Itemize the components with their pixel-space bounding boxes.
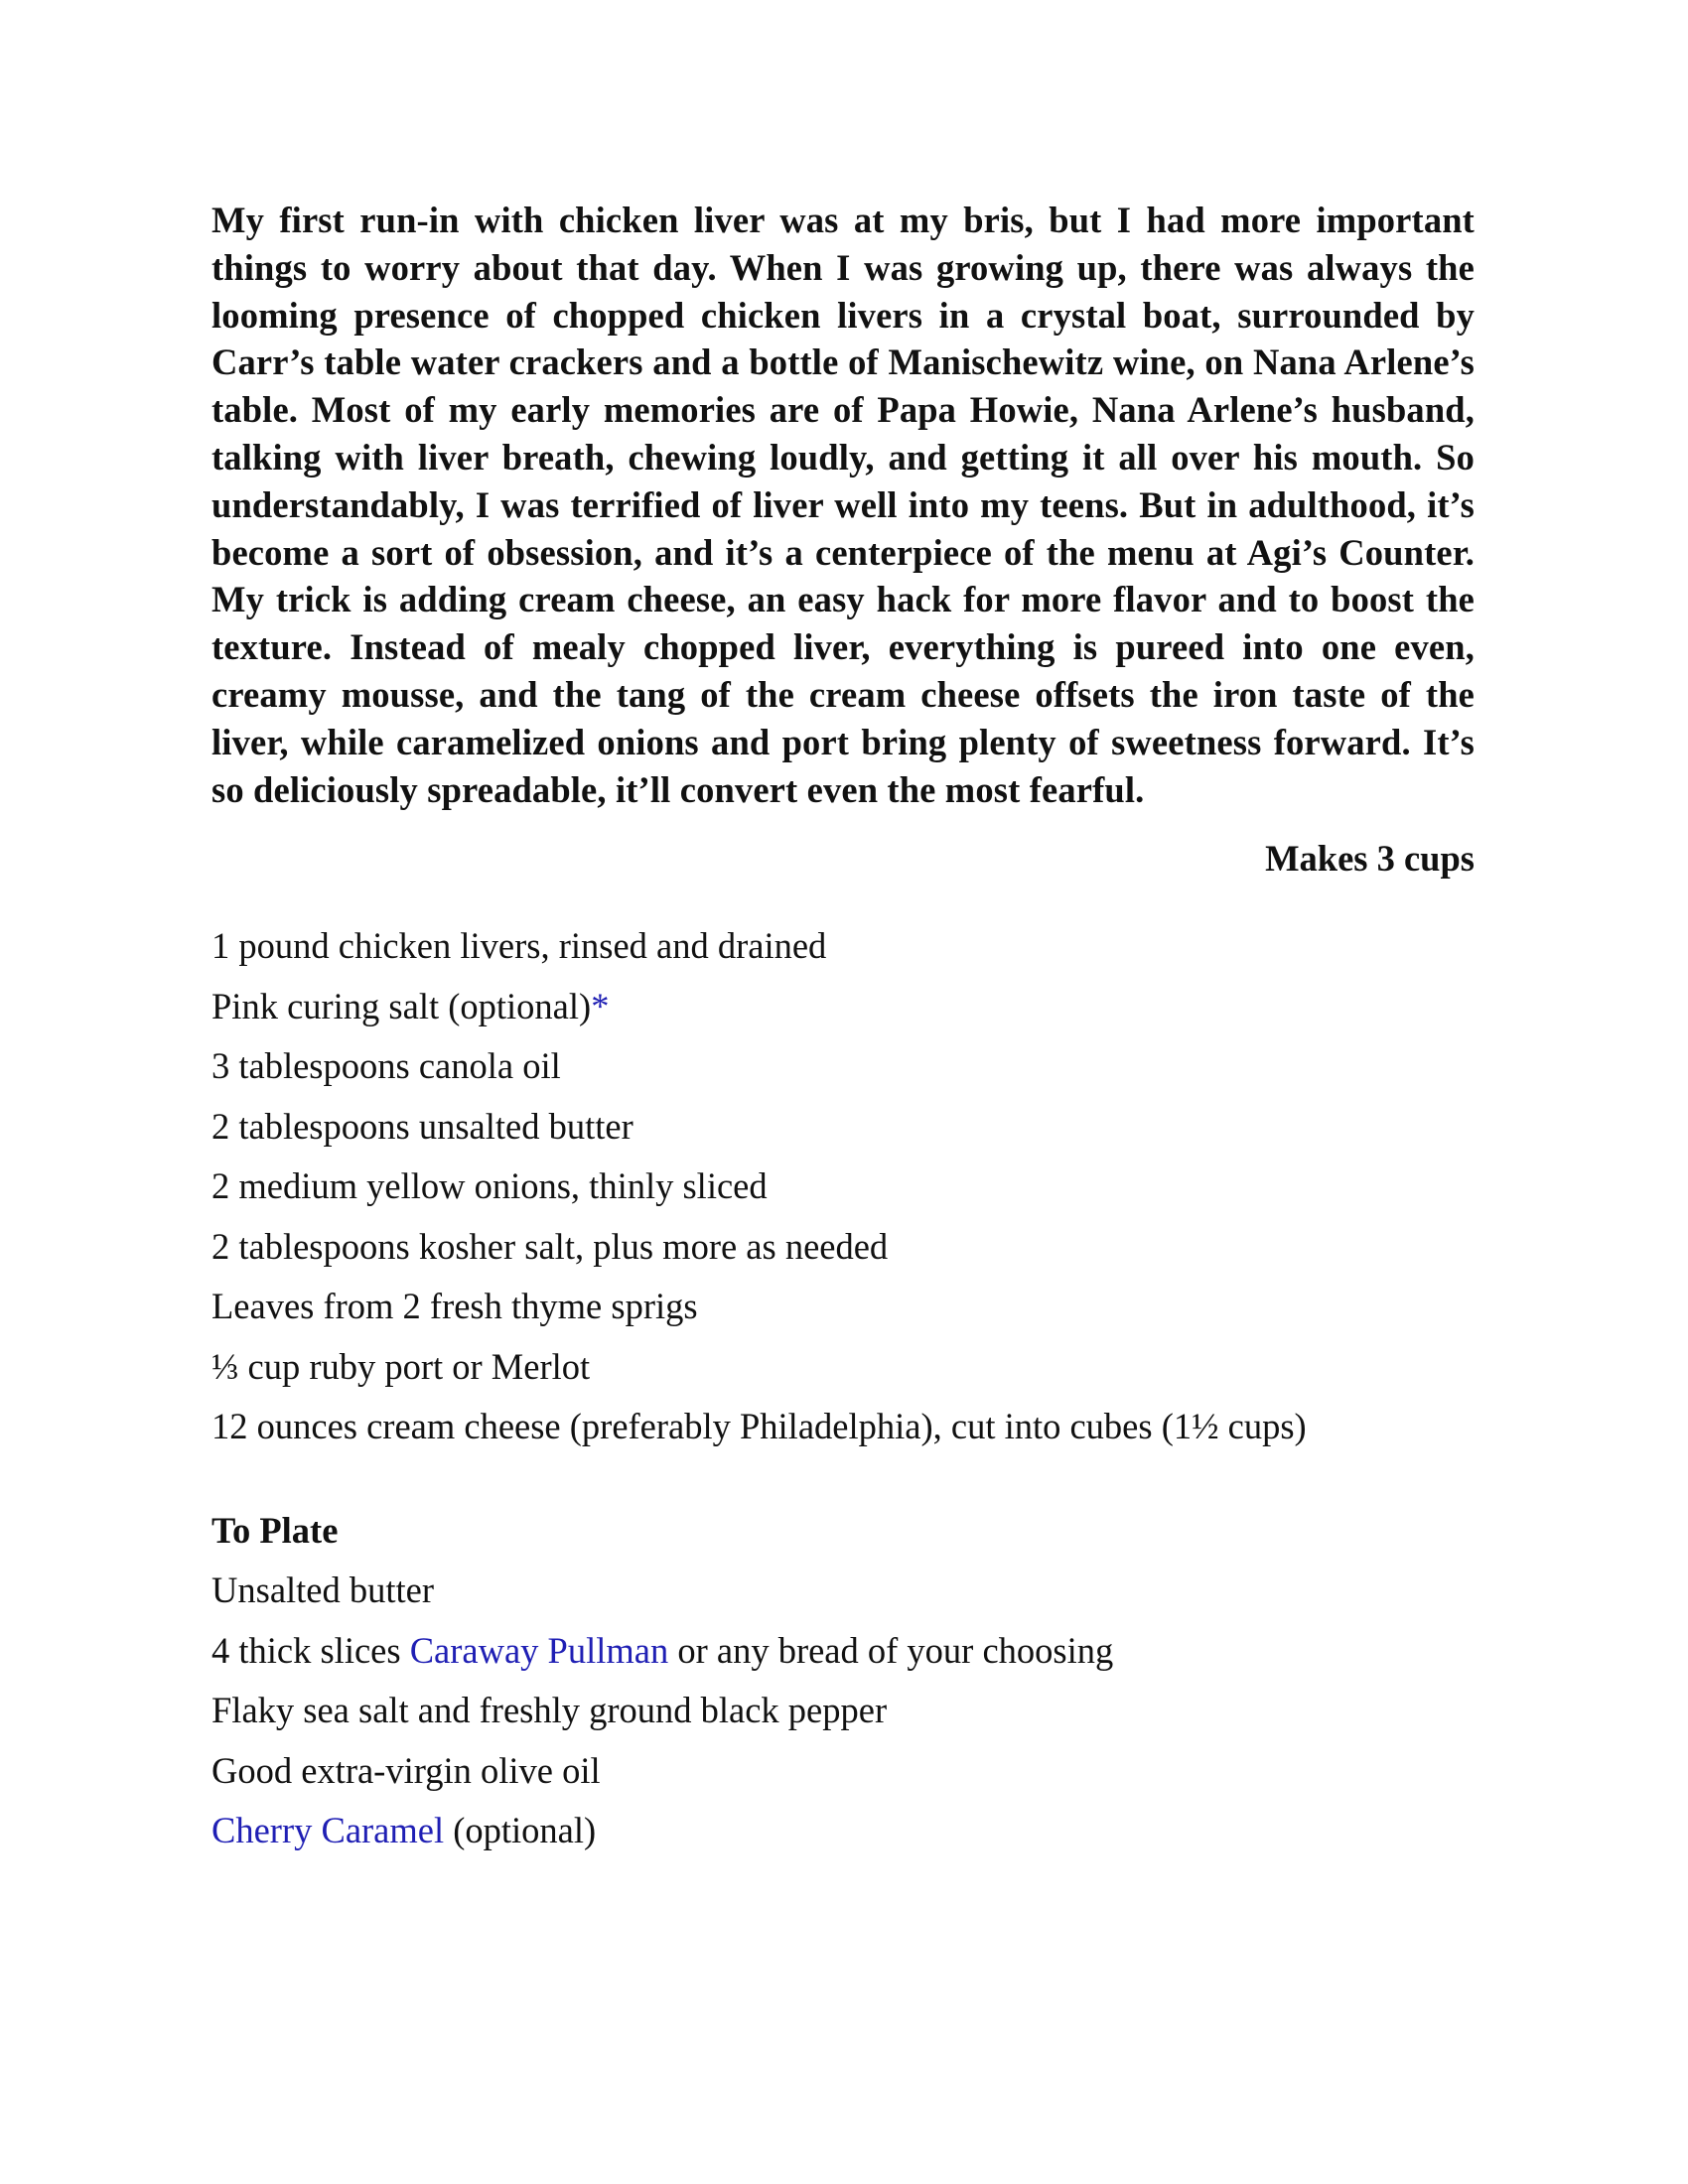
headnote-paragraph: My first run-in with chicken liver was at my bris, but I had more important things to worry about that day. When I was growing up, there was always the looming presence of chopped chicken livers in a crystal boat, surrounded by Carr’s table water crackers and a bottle of Manischewitz wine, on Nana Arlene’s table. Most of my early memories are of Papa Howie, Nana Arlene’s husband, talking with liver breath, chewing loudly, and getting it all over his mouth. So understandably, I was terrified of liver well into my teens. But in adulthood, it’s become a sort of obsession, and it’s a centerpiece of the menu at Agi’s Counter. My trick is adding cream cheese, an easy hack for more flavor and to boost the texture. Instead of mealy chopped liver, everything is pureed into one even, creamy mousse, and the tang of the cream cheese offsets the iron taste of the liver, while caramelized onions and port bring plenty of sweetness forward. It’s so deliciously spreadable, it’ll convert even the most fearful. [211, 200, 1475, 810]
plate-item [211, 1621, 1475, 1682]
ingredient-item [211, 1217, 1475, 1278]
ingredient-item [211, 1157, 1475, 1217]
to-plate-heading: To Plate [211, 1509, 339, 1551]
plate-item-text: Flaky sea salt and freshly ground black pepper [211, 1690, 888, 1731]
ingredient-text: Leaves from 2 fresh thyme sprigs [211, 1286, 698, 1327]
recipe-page [211, 197, 1475, 1861]
ingredient-item [211, 1397, 1475, 1457]
footnote-link[interactable]: * [591, 985, 610, 1026]
plate-item [211, 1801, 1475, 1861]
ingredient-item [211, 1036, 1475, 1097]
plate-item [211, 1681, 1475, 1741]
plate-item-text: Good extra-virgin olive oil [211, 1749, 601, 1791]
plate-item-text: 4 thick slices [211, 1629, 410, 1671]
ingredient-item [211, 1337, 1475, 1398]
recipe-yield: Makes 3 cups [1265, 838, 1475, 880]
ingredient-item [211, 977, 1475, 1037]
ingredient-list [211, 916, 1475, 1457]
ingredient-text: 3 tablespoons canola oil [211, 1045, 561, 1087]
plate-item-text: Unsalted butter [211, 1570, 435, 1611]
ingredient-text: ⅓ cup ruby port or Merlot [211, 1345, 591, 1387]
plate-item [211, 1561, 1475, 1621]
ingredient-text: Pink curing salt (optional) [211, 985, 592, 1026]
plate-item [211, 1741, 1475, 1802]
caraway-pullman-link[interactable]: Caraway Pullman [409, 1629, 669, 1671]
plate-item-text: or any bread of your choosing [668, 1629, 1114, 1671]
to-plate-list [211, 1561, 1475, 1861]
cherry-caramel-link[interactable]: Cherry Caramel [211, 1810, 445, 1851]
ingredient-item [211, 1097, 1475, 1158]
ingredient-item [211, 1277, 1475, 1337]
ingredient-text: 1 pound chicken livers, rinsed and drained [211, 925, 827, 967]
ingredient-text: 2 medium yellow onions, thinly sliced [211, 1165, 768, 1207]
ingredient-item [211, 916, 1475, 977]
ingredient-text: 2 tablespoons unsalted butter [211, 1105, 633, 1147]
ingredient-text: 12 ounces cream cheese (preferably Philadelphia), cut into cubes (1½ cups) [211, 1406, 1307, 1447]
ingredient-text: 2 tablespoons kosher salt, plus more as needed [211, 1225, 889, 1267]
plate-item-text: (optional) [444, 1810, 597, 1851]
